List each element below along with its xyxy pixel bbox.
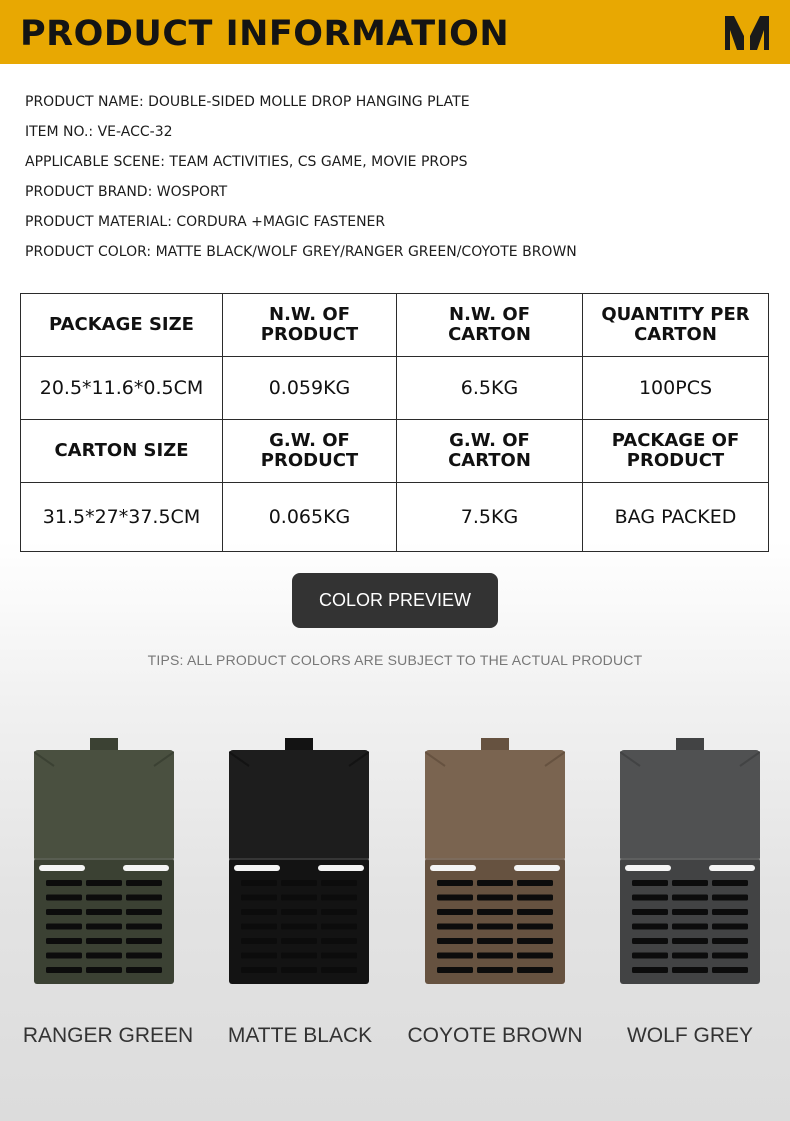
- th-package-of-product: [583, 420, 769, 483]
- molle-plate-shape: [229, 738, 369, 984]
- cell-gw-product: 0.065KG: [223, 483, 397, 552]
- info-scene: APPLICABLE SCENE: TEAM ACTIVITIES, CS GAME, MOVIE PROPS: [25, 154, 468, 170]
- product-image-matte-black: [229, 738, 369, 984]
- th-gw-carton-text: G.W. OF CARTON: [448, 430, 531, 471]
- info-color: PRODUCT COLOR: MATTE BLACK/WOLF GREY/RANGER GREEN/COYOTE BROWN: [25, 244, 577, 260]
- table-row: [21, 357, 769, 420]
- spec-table: [20, 293, 769, 552]
- th-package-size: PACKAGE SIZE: [21, 294, 223, 357]
- th-gw-carton: [397, 420, 583, 483]
- th-nw-carton-text: N.W. OF CARTON: [448, 304, 531, 345]
- cell-quantity: 100PCS: [583, 357, 769, 420]
- info-product-name: PRODUCT NAME: DOUBLE-SIDED MOLLE DROP HANGING PLATE: [25, 94, 470, 110]
- product-image-ranger-green: [34, 738, 174, 984]
- cell-package-size: 20.5*11.6*0.5CM: [21, 357, 223, 420]
- molle-plate-shape: [620, 738, 760, 984]
- cell-gw-carton: 7.5KG: [397, 483, 583, 552]
- product-image-wolf-grey: [620, 738, 760, 984]
- color-label-matte-black: MATTE BLACK: [227, 1024, 373, 1047]
- th-quantity-text: QUANTITY PER CARTON: [601, 304, 750, 345]
- tips-text: TIPS: ALL PRODUCT COLORS ARE SUBJECT TO THE ACTUAL PRODUCT: [147, 652, 643, 668]
- molle-plate-shape: [34, 738, 174, 984]
- product-info: [25, 93, 577, 273]
- product-image-coyote-brown: [425, 738, 565, 984]
- th-gw-product: [223, 420, 397, 483]
- info-material: PRODUCT MATERIAL: CORDURA +MAGIC FASTENER: [25, 214, 386, 230]
- table-header-row: [21, 294, 769, 357]
- th-carton-size: CARTON SIZE: [21, 420, 223, 483]
- wosport-logo-icon: [722, 12, 772, 54]
- cell-package-type: BAG PACKED: [583, 483, 769, 552]
- color-label-wolf-grey: WOLF GREY: [626, 1024, 753, 1047]
- cell-nw-product: 0.059KG: [223, 357, 397, 420]
- table-header-row: [21, 420, 769, 483]
- page-title: PRODUCT INFORMATION: [20, 14, 510, 54]
- th-nw-carton: [397, 294, 583, 357]
- th-quantity: [583, 294, 769, 357]
- cell-carton-size: 31.5*27*37.5CM: [21, 483, 223, 552]
- color-label-coyote-brown: COYOTE BROWN: [407, 1024, 583, 1047]
- cell-nw-carton: 6.5KG: [397, 357, 583, 420]
- th-gw-product-text: G.W. OF PRODUCT: [260, 430, 359, 471]
- th-nw-product: [223, 294, 397, 357]
- color-label-ranger-green: RANGER GREEN: [22, 1024, 194, 1047]
- th-package-of-product-text: PACKAGE OF PRODUCT: [611, 430, 740, 471]
- molle-plate-shape: [425, 738, 565, 984]
- table-row: [21, 483, 769, 552]
- info-brand: PRODUCT BRAND: WOSPORT: [25, 184, 228, 200]
- header-bar: [0, 0, 790, 64]
- info-item-no: ITEM NO.: VE-ACC-32: [25, 124, 173, 140]
- th-nw-product-text: N.W. OF PRODUCT: [260, 304, 359, 345]
- color-preview-button[interactable]: COLOR PREVIEW: [292, 573, 498, 628]
